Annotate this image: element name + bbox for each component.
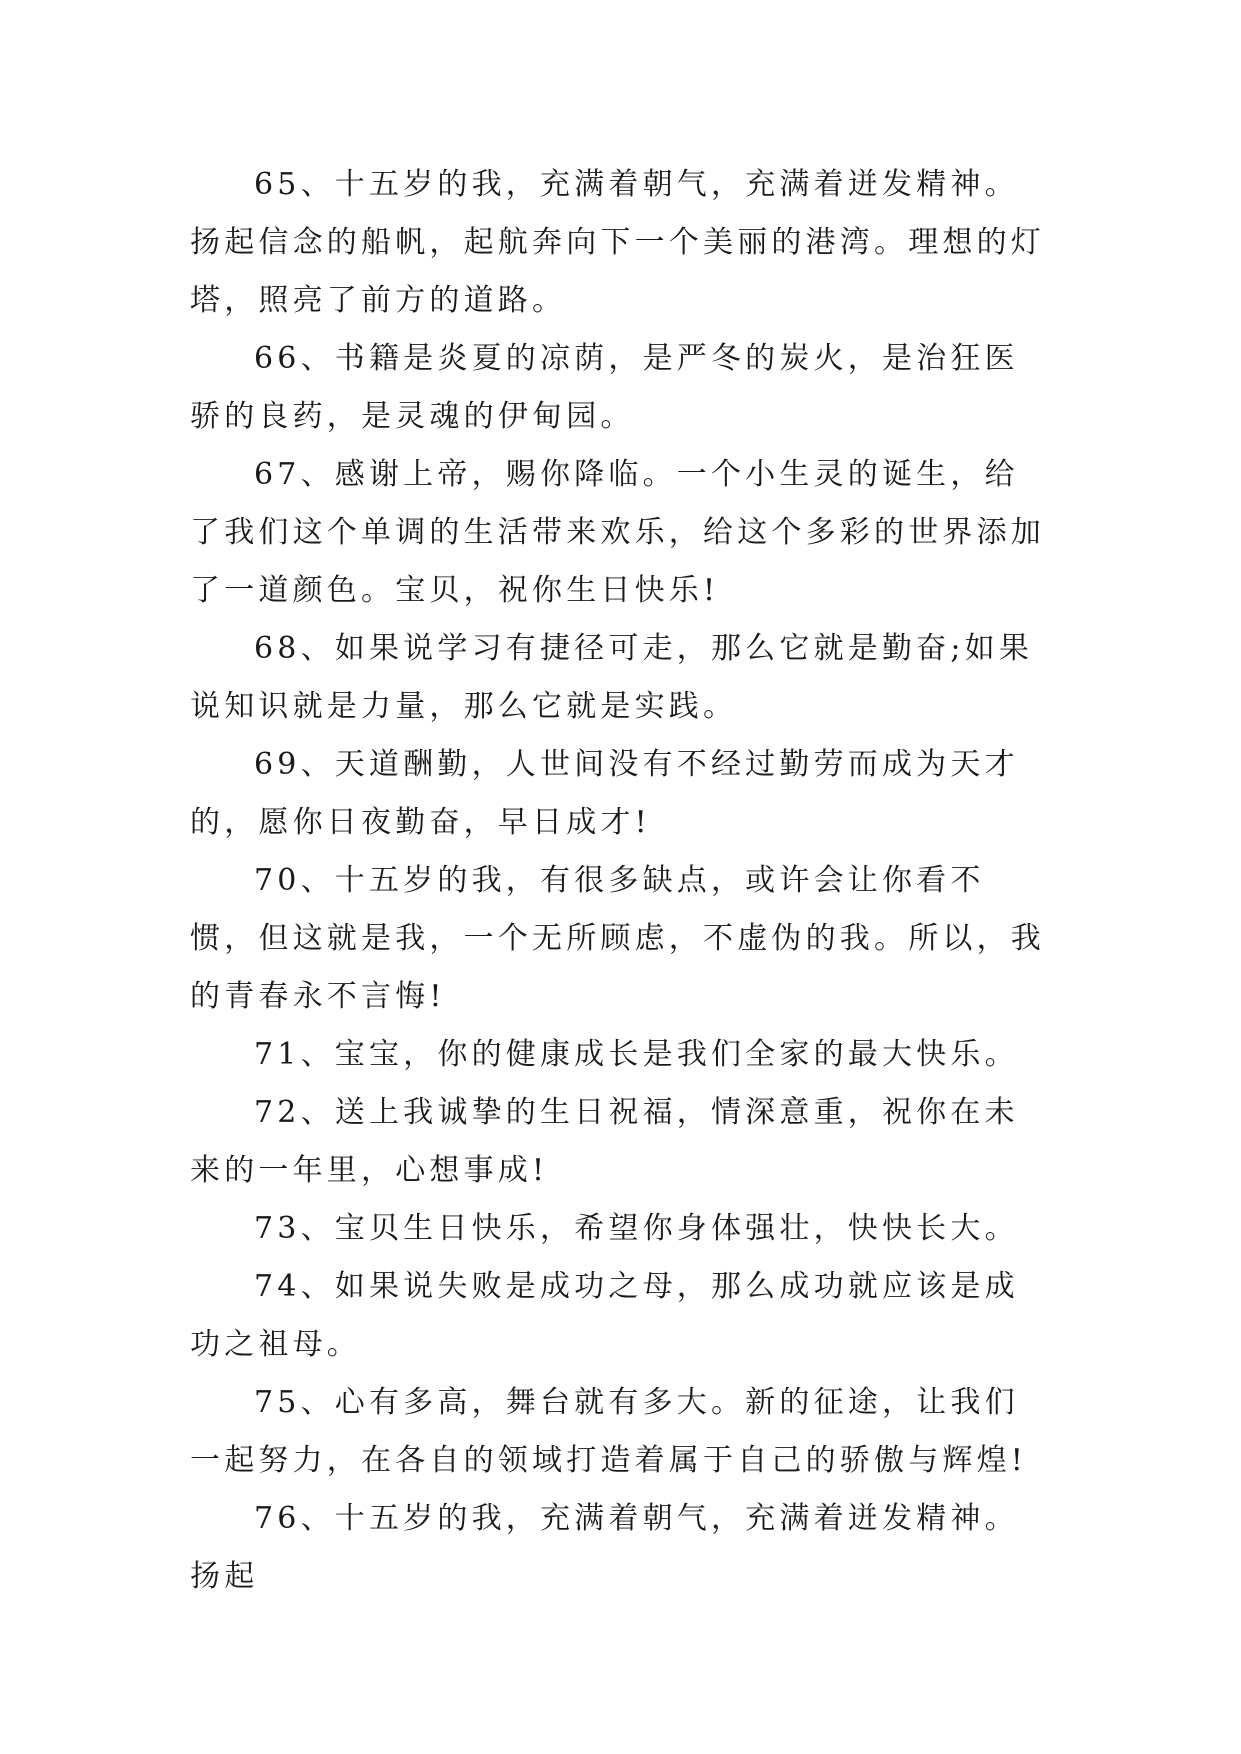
document-body (190, 156, 1050, 1606)
paragraph-76: 76、十五岁的我，充满着朝气，充满着迸发精神。扬起 (190, 1501, 1019, 1594)
paragraph-70: 70、十五岁的我，有很多缺点，或许会让你看不惯，但这就是我，一个无所顾虑，不虚伪的我。所以，我的青春永不言悔! (190, 863, 1045, 1014)
paragraph-66: 66、书籍是炎夏的凉荫，是严冬的炭火，是治狂医骄的良药，是灵魂的伊甸园。 (190, 341, 1019, 434)
paragraph-72: 72、送上我诚挚的生日祝福，情深意重，祝你在未来的一年里，心想事成! (190, 1095, 1019, 1188)
paragraph-68: 68、如果说学习有捷径可走，那么它就是勤奋;如果说知识就是力量，那么它就是实践。 (190, 631, 1034, 724)
paragraph-73: 73、宝贝生日快乐，希望你身体强壮，快快长大。 (254, 1211, 1019, 1246)
paragraph-69: 69、天道酬勤，人世间没有不经过勤劳而成为天才的，愿你日夜勤奋，早日成才! (190, 747, 1019, 840)
paragraph-75: 75、心有多高，舞台就有多大。新的征途，让我们一起努力，在各自的领域打造着属于自己的骄傲与辉煌! (190, 1385, 1028, 1478)
paragraph-74: 74、如果说失败是成功之母，那么成功就应该是成功之祖母。 (190, 1269, 1019, 1362)
paragraph-65: 65、十五岁的我，充满着朝气，充满着迸发精神。扬起信念的船帆，起航奔向下一个美丽的港湾。理想的灯塔，照亮了前方的道路。 (190, 167, 1045, 318)
paragraph-67: 67、感谢上帝，赐你降临。一个小生灵的诞生，给了我们这个单调的生活带来欢乐，给这个多彩的世界添加了一道颜色。宝贝，祝你生日快乐! (190, 457, 1045, 608)
paragraph-71: 71、宝宝，你的健康成长是我们全家的最大快乐。 (254, 1037, 1019, 1072)
